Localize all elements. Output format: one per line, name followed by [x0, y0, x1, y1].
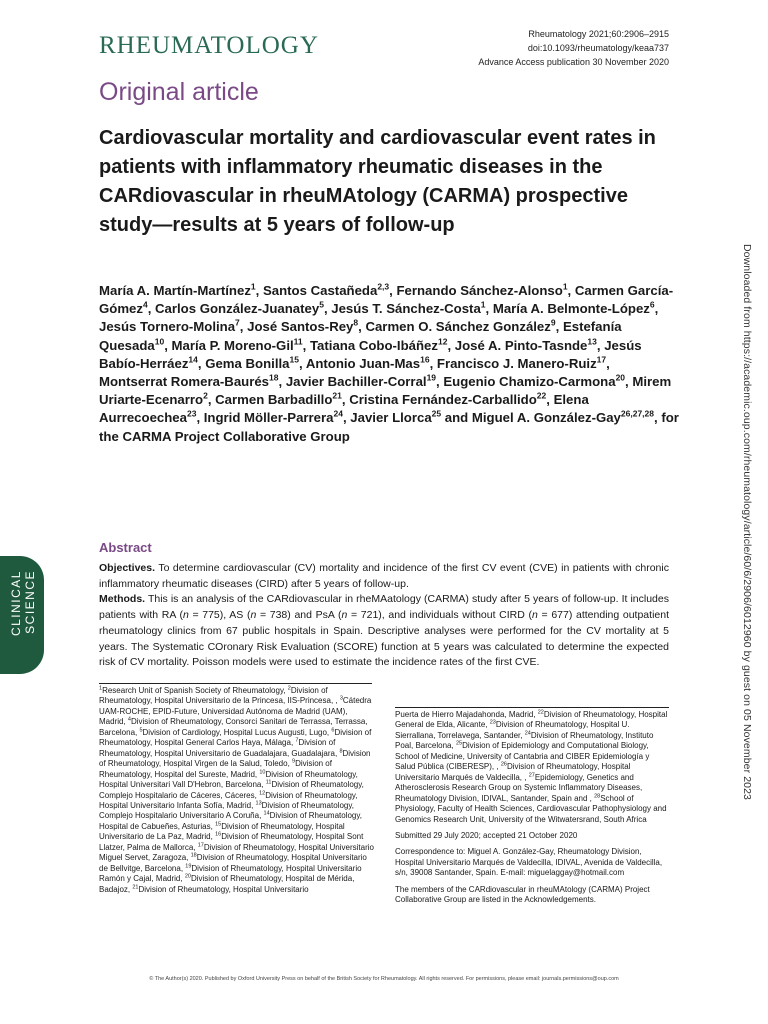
clinical-science-tab — [0, 556, 44, 674]
affiliation-number: 12 — [259, 789, 266, 796]
abstract-heading: Abstract — [99, 540, 152, 555]
author-affiliation-marker: 11 — [293, 336, 303, 347]
author-separator: , — [302, 337, 310, 353]
author-affiliation-marker: 25 — [431, 409, 442, 420]
affiliation-number: 5 — [139, 727, 143, 734]
affiliation-text: Division of Rheumatology, Hospital Universitario de Guadalajara, Guadalajara, — [99, 738, 340, 758]
author-name: José A. Pinto-Tasnde — [454, 337, 588, 353]
author-affiliation-marker: 14 — [188, 354, 198, 365]
author-separator: , — [147, 301, 156, 317]
author-affiliation-marker: 9 — [550, 318, 556, 329]
author-name: Tatiana Cobo-Ibáñez — [309, 337, 438, 353]
author-name: Eugenio Chamizo-Carmona — [443, 374, 616, 390]
affiliation-number: 2 — [287, 685, 291, 692]
author-separator: , — [341, 392, 350, 408]
author-affiliation-marker: 5 — [319, 299, 324, 310]
author-affiliation-marker: 16 — [420, 354, 430, 365]
author-affiliation-marker: 22 — [536, 390, 547, 401]
author-name: Javier Bachiller-Corral — [285, 374, 427, 390]
correspondence: Correspondence to: Miguel A. González-Gay, Rheumatology Division, Hospital Universitario Marqués de Valdecilla, IDIVAL, Avenida de Valdecilla, s/n, 39008 Santander, Spain. E-mail: miguelaggay@hotmail.com — [395, 847, 663, 878]
copyright-footer: © The Author(s) 2020. Published by Oxford University Press on behalf of the British Society for Rheumatology. All rights reserved. For permissions, please email: journals.permissions@oup.com — [149, 976, 619, 982]
author-name: Antonio Juan-Mas — [305, 355, 421, 371]
author-separator: , — [436, 374, 444, 390]
affiliation-number: 23 — [489, 719, 496, 726]
author-separator: , — [567, 283, 575, 298]
author-affiliation-marker: 1 — [562, 281, 568, 292]
affiliation-number: 19 — [185, 863, 192, 870]
article-title: Cardiovascular mortality and cardiovascular event rates in patients with inflammatory rheumatic diseases in the CARdiovascular in rheuMAtology (CARMA) prospective study—results at 5 years of follow-up — [99, 127, 656, 236]
author-separator: , — [197, 355, 206, 371]
section-label: Original article — [99, 78, 259, 106]
author-separator: , for the CARMA Project Collaborative Group — [99, 410, 679, 444]
affiliation-text: Division of Rheumatology, Hospital Universitario Miguel Servet, Zaragoza, — [99, 842, 374, 863]
author-separator: and — [441, 410, 472, 426]
affiliation-number: 13 — [255, 800, 262, 807]
author-affiliation-marker: 21 — [332, 390, 342, 401]
affiliation-text: Division of Rheumatology, Hospital Universitario de Bellvitge, Barcelona, — [99, 853, 367, 873]
author-name: María A. Belmonte-López — [492, 301, 650, 317]
affiliation-number: 14 — [263, 810, 270, 817]
affiliation-text: Division of Rheumatology, Hospital Virgen de la Salud, Toledo, — [99, 748, 371, 769]
author-separator: , — [207, 392, 216, 408]
affiliation-divider-right — [395, 707, 669, 708]
tab-label-science: SCIENCE — [23, 570, 37, 634]
author-name: Mirem Uriarte-Ecenarro — [99, 374, 672, 408]
author-affiliation-marker: 2,3 — [377, 281, 390, 292]
affiliation-number: 22 — [537, 709, 544, 716]
doi-link[interactable]: doi:10.1093/rheumatology/keaa737 — [527, 43, 669, 53]
author-separator: , — [323, 301, 332, 317]
affiliation-text: Cátedra UAM-ROCHE, EPID-Future, Universidad Autónoma de Madrid (UAM), Madrid, — [99, 696, 372, 727]
affiliation-text: Division of Rheumatology, Hospital Universitario Marqués de Valdecilla, , — [395, 762, 631, 782]
author-name: Jesús Babío-Herráez — [99, 337, 642, 371]
author-affiliation-marker: 17 — [596, 354, 607, 365]
author-name: Santos Castañeda — [262, 283, 378, 298]
affiliation-number: 16 — [215, 831, 222, 838]
citation-block — [478, 27, 669, 69]
n-symbol: n — [182, 609, 189, 622]
author-name: Cristina Fernández-Carballido — [349, 392, 537, 408]
author-name: Montserrat Romera-Baurés — [99, 374, 270, 390]
methods-text: = 721), and individuals without CIRD ( — [347, 609, 533, 622]
author-name: Carmen García-Gómez — [99, 283, 674, 317]
affiliation-number: 9 — [292, 758, 296, 765]
affiliation-number: 10 — [259, 768, 266, 775]
affiliation-number: 25 — [455, 740, 463, 747]
affiliation-number: 7 — [295, 737, 299, 744]
abstract-body — [99, 561, 669, 671]
methods-label: Methods. — [99, 593, 146, 606]
author-affiliation-marker: 23 — [186, 409, 197, 420]
author-separator: , — [447, 337, 455, 353]
author-affiliation-marker: 24 — [333, 409, 343, 420]
affiliation-number: 8 — [339, 748, 343, 755]
affiliation-text: Division of Rheumatology, Hospital Universitario de La Paz, Madrid, — [99, 821, 345, 842]
author-separator: , — [255, 283, 263, 298]
affiliation-text: Division of Rheumatology, Consorci Sanitari de Terrassa, Terrassa, Barcelona, — [99, 717, 368, 737]
affiliation-text: Division of Rheumatology, Instituto Poal, Barcelona, — [395, 730, 654, 751]
affiliation-number: 21 — [132, 883, 139, 890]
affiliation-number: 3 — [339, 695, 343, 702]
author-separator: , — [298, 355, 306, 371]
author-affiliation-marker: 6 — [649, 299, 655, 310]
author-separator: , — [485, 301, 493, 317]
objectives-label: Objectives. — [99, 562, 156, 574]
author-separator: , — [429, 355, 437, 371]
affiliation-text: School of Physiology, Faculty of Health Sciences, Cardiovascular Pathophysiology and Genomics Research Unit, University of the Witwatersrand, South Africa — [395, 793, 667, 824]
affiliation-text: Division of Rheumatology, Hospital Universitario Infanta Sofía, Madrid, — [99, 790, 358, 810]
affiliation-divider-left — [99, 683, 372, 684]
affiliation-number: 1 — [99, 685, 103, 692]
affiliation-number: 6 — [331, 727, 335, 734]
methods-text: This is an analysis of the CARdiovascular in rheMAatology (CARMA) study after 5 years of follow-up. It includes patients with RA ( — [99, 593, 669, 622]
affiliation-text: Division of Rheumatology, Hospital del Sureste, Madrid, — [99, 759, 332, 779]
author-affiliation-marker: 7 — [235, 318, 240, 329]
affiliation-number: 17 — [197, 842, 204, 849]
author-affiliation-marker: 12 — [437, 336, 448, 347]
author-name: Jesús Tornero-Molina — [99, 319, 236, 335]
tab-label-clinical: CLINICAL — [9, 570, 23, 637]
affiliation-text: Division of Rheumatology, Hospital Universitario — [138, 884, 309, 894]
author-affiliation-marker: 4 — [142, 299, 148, 310]
author-name: Elena Aurrecoechea — [99, 392, 589, 426]
citation: Rheumatology 2021;60:2906–2915 — [528, 29, 669, 39]
affiliation-text: Division of Rheumatology, Hospital de Mérida, Badajoz, — [99, 874, 355, 894]
affiliation-number: 24 — [524, 730, 531, 737]
author-separator: , — [164, 337, 172, 353]
affiliation-text: Epidemiology, Genetics and Atherosclerosis Research Group on Systemic Inflammatory Diseases, Rheumatology Division, IDIVAL, Santander, Spain and , — [395, 772, 643, 803]
author-name: Fernando Sánchez-Alonso — [396, 283, 563, 298]
objectives-text: To determine cardiovascular (CV) mortality and incidence of the first CV event (CVE) in patients with chronic inflammatory rheumatic diseases (CIRD) after 5 years of follow-up. — [99, 562, 669, 590]
author-name: María A. Martín-Martínez — [99, 283, 251, 298]
author-name: Estefanía Quesada — [99, 319, 622, 353]
methods-text: = 677) attending outpatient rheumatology clinics from 67 public hospitals in Spain. Descriptive analyses were performed for the CV mortality at 5 years. The Systematic COronary Risk Evaluation (SCORE) function at 5 years was calculated to determine the expected risk of CV mortality. Poisson models were used to estimate the incidence rates of the first CVE. — [99, 609, 669, 669]
author-affiliation-marker: 10 — [154, 336, 165, 347]
affiliation-text: Division of Rheumatology, Hospital Universitari Vall D'Hebron, Barcelona, — [99, 769, 358, 790]
author-separator: , — [606, 355, 610, 371]
author-name: Miguel A. González-Gay — [471, 410, 621, 426]
author-affiliation-marker: 19 — [426, 372, 437, 383]
affiliation-number: 15 — [215, 821, 222, 828]
author-name: Carmen O. Sánchez González — [365, 319, 551, 335]
author-name: Jesús T. Sánchez-Costa — [331, 301, 481, 317]
author-list — [99, 282, 679, 446]
affiliation-number: 11 — [265, 779, 272, 786]
n-symbol: n — [532, 609, 538, 622]
journal-logo: RHEUMATOLOGY — [99, 32, 319, 59]
affiliation-text: Puerta de Hierro Majadahonda, Madrid, — [395, 710, 538, 719]
affiliation-text: Division of Cardiology, Hospital Lucus Augusti, Lugo, — [142, 727, 332, 737]
download-note[interactable]: Downloaded from https://academic.oup.com/rheumatology/article/60/6/2906/6012960 by guest on 05 November 2023 — [741, 244, 753, 800]
author-affiliation-marker: 1 — [480, 299, 486, 310]
abstract-objectives — [99, 561, 669, 592]
author-affiliation-marker: 18 — [269, 372, 279, 383]
affiliation-number: 26 — [500, 761, 507, 768]
author-separator: , — [596, 337, 605, 353]
collaborative-group-note: The members of the CARdiovascular in rheuMAtology (CARMA) Project Collaborative Group are listed in the Acknowledgements. — [395, 884, 650, 905]
author-separator: , — [196, 410, 204, 426]
author-separator: , — [278, 374, 286, 390]
author-separator: , — [389, 283, 397, 298]
affiliation-text: Division of Epidemiology and Computational Biology, School of Medicine, University of Cantabria and CIBER Epidemiología y Salud Pública (CIBERESP), , — [395, 741, 650, 772]
affiliation-text: Division of Rheumatology, Hospital Universitario de la Princesa, IIS-Princesa, , — [99, 686, 340, 706]
methods-text: = 738) and PsA ( — [256, 609, 342, 622]
author-name: Ingrid Möller-Parrera — [203, 410, 334, 426]
affiliation-text: Division of Rheumatology, Hospital General de Elda, Alicante, — [395, 710, 668, 730]
author-name: Javier Llorca — [350, 410, 432, 426]
affiliations-right-column — [395, 710, 671, 912]
author-name: José Santos-Rey — [247, 319, 354, 335]
author-name: Carmen Barbadillo — [215, 392, 333, 408]
affiliation-number: 27 — [528, 772, 535, 779]
author-separator: , — [555, 319, 563, 335]
author-name: Francisco J. Manero-Ruiz — [436, 355, 597, 371]
author-separator: , — [625, 374, 633, 390]
affiliations-right — [395, 710, 671, 825]
n-symbol: n — [250, 609, 257, 622]
author-affiliation-marker: 2 — [203, 390, 208, 401]
author-affiliation-marker: 20 — [615, 372, 626, 383]
affiliation-text: Division of Rheumatology, Hospital Universitario Ramón y Cajal, Madrid, — [99, 863, 362, 884]
author-separator: , — [342, 410, 351, 426]
author-affiliation-marker: 26,27,28 — [620, 409, 654, 420]
affiliation-number: 4 — [127, 716, 131, 723]
author-separator: , — [654, 301, 659, 317]
abstract-methods — [99, 592, 669, 671]
methods-text: = 775), AS ( — [188, 609, 251, 622]
submission-dates: Submitted 29 July 2020; accepted 21 October 2020 — [395, 830, 578, 840]
n-symbol: n — [341, 609, 348, 622]
affiliation-text: Division of Rheumatology, Hospital de Cabueñes, Asturias, — [99, 811, 362, 831]
affiliation-text: Division of Rheumatology, Hospital U. Sierrallana, Torrelavega, Santander, — [395, 720, 630, 740]
affiliation-text: Research Unit of Spanish Society of Rheumatology, — [102, 686, 288, 695]
author-separator: , — [239, 319, 248, 335]
affiliation-number: 18 — [190, 852, 197, 859]
author-affiliation-marker: 15 — [289, 354, 299, 365]
author-affiliation-marker: 8 — [353, 318, 359, 329]
author-separator: , — [546, 392, 554, 408]
affiliation-text: Division of Rheumatology, Hospital Sont Llatzer, Palma de Mallorca, — [99, 832, 364, 852]
affiliation-text: Division of Rheumatology, Hospital General Carlos Haya, Málaga, — [99, 727, 372, 748]
author-separator: , — [358, 319, 366, 335]
author-name: María P. Moreno-Gil — [171, 337, 294, 353]
advance-access-date: Advance Access publication 30 November 2020 — [478, 57, 669, 67]
affiliation-text: Division of Rheumatology, Complejo Hospitalario Universitario A Coruña, — [99, 800, 354, 821]
affiliation-number: 28 — [594, 792, 601, 799]
author-name: Gema Bonilla — [205, 355, 290, 371]
affiliation-text: Division of Rheumatology, Complejo Hospitalario de Cáceres, Cáceres, — [99, 780, 364, 800]
author-name: Carlos González-Juanatey — [155, 301, 320, 317]
affiliations-left — [99, 686, 375, 895]
author-affiliation-marker: 1 — [250, 281, 256, 292]
author-affiliation-marker: 13 — [587, 336, 597, 347]
affiliation-number: 20 — [184, 873, 191, 880]
